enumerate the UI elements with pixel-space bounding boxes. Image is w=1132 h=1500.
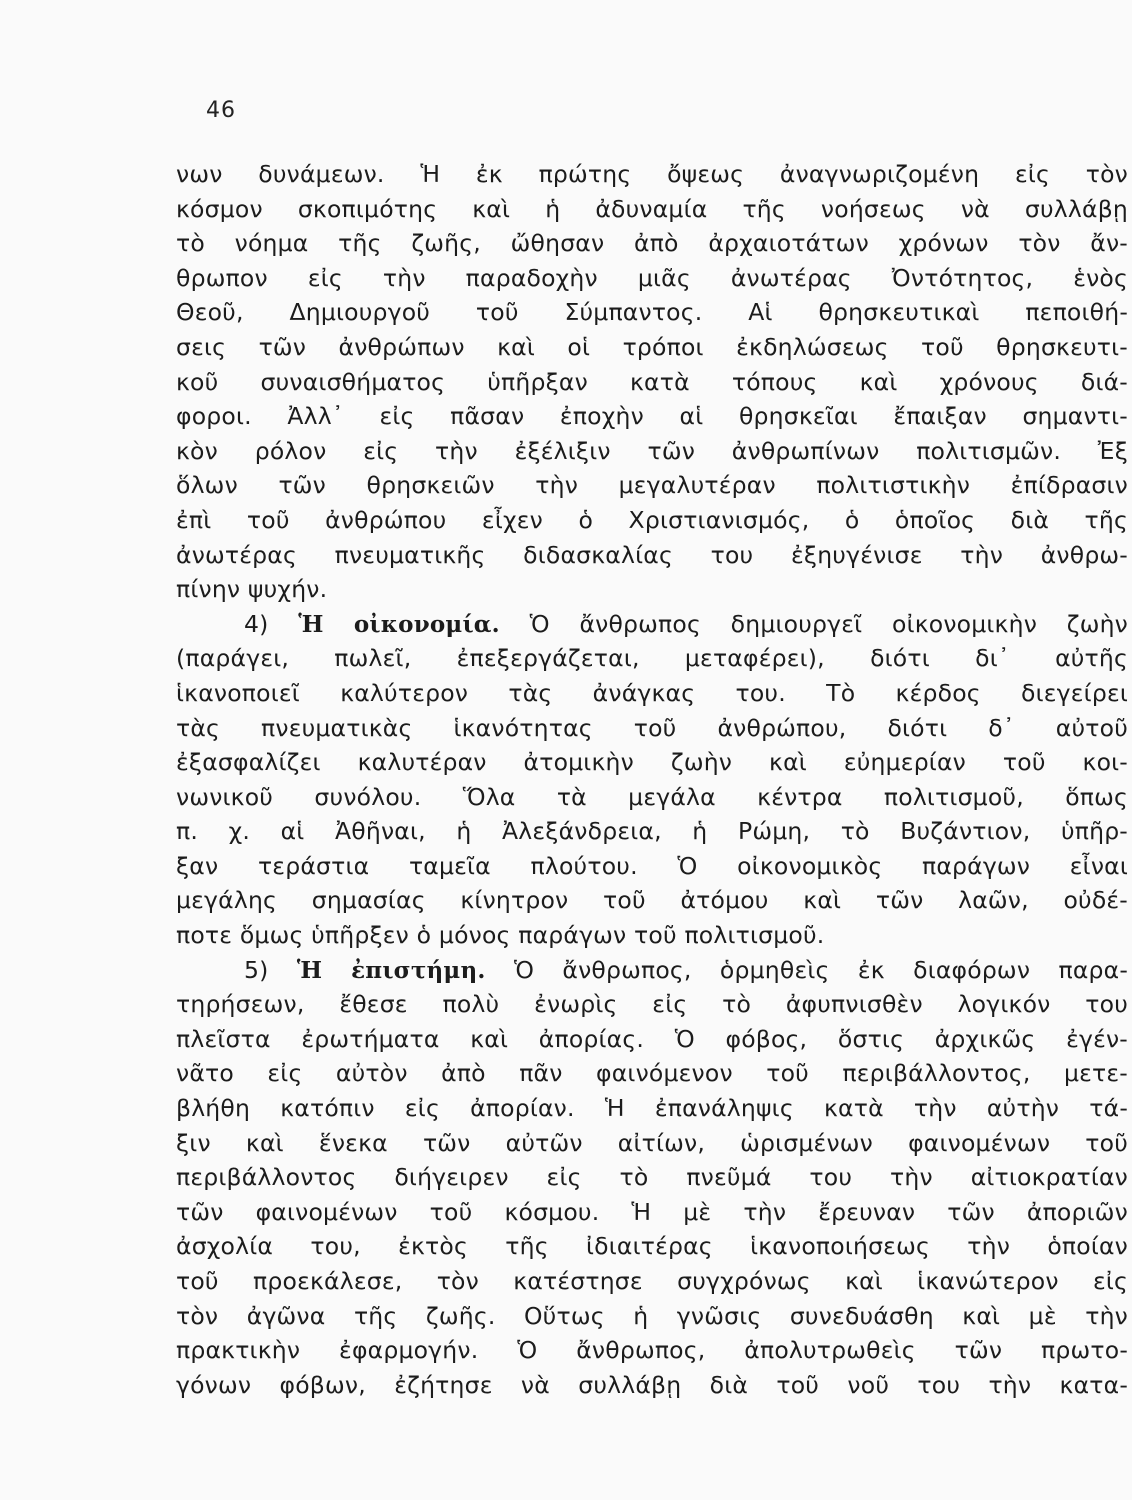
text-line: φοροι. Ἀλλ᾽ εἰς πᾶσαν ἐποχὴν αἱ θρησκεῖαι ἔπαιξαν σημαντι- (176, 402, 1128, 431)
text-line: ἱκανοποιεῖ καλύτερον τὰς ἀνάγκας του. Τὸ κέρδος διεγείρει (176, 678, 1128, 707)
text-line: κοῦ συναισθήματος ὑπῆρξαν κατὰ τόπους καὶ χρόνους διά- (176, 367, 1128, 396)
text-line: Θεοῦ, Δημιουργοῦ τοῦ Σύμπαντος. Αἱ θρησκευτικαὶ πεποιθή- (176, 298, 1128, 327)
paragraph-economy (176, 607, 1128, 953)
text-line: νωνικοῦ συνόλου. Ὅλα τὰ μεγάλα κέντρα πολιτισμοῦ, ὅπως (176, 782, 1128, 811)
text-line: ἐπὶ τοῦ ἀνθρώπου εἶχεν ὁ Χριστιανισμός, ὁ ὁποῖος διὰ τῆς (176, 505, 1128, 534)
text-line: πίνην ψυχήν. (176, 575, 328, 604)
text-line: τὸ νόημα τῆς ζωῆς, ὤθησαν ἀπὸ ἀρχαιοτάτων χρόνων τὸν ἄν- (176, 229, 1128, 258)
text-line: πλεῖστα ἐρωτήματα καὶ ἀπορίας. Ὁ φόβος, ὅστις ἀρχικῶς ἐγέν- (176, 1024, 1128, 1053)
text-line: ξαν τεράστια ταμεῖα πλούτου. Ὁ οἰκονομικὸς παράγων εἶναι (176, 851, 1128, 880)
paragraph-religion (176, 157, 1128, 607)
text-line: π. χ. αἱ Ἀθῆναι, ἡ Ἀλεξάνδρεια, ἡ Ρώμη, τὸ Βυζάντιον, ὑπῆρ- (176, 817, 1128, 846)
paragraph-science (176, 953, 1128, 1403)
text-line: ἐξασφαλίζει καλυτέραν ἀτομικὴν ζωὴν καὶ εὐημερίαν τοῦ κοι- (176, 748, 1128, 777)
text-line: ἀσχολία του, ἐκτὸς τῆς ἰδιαιτέρας ἱκανοποιήσεως τὴν ὁποίαν (176, 1232, 1128, 1261)
text-line: τὰς πνευματικὰς ἱκανότητας τοῦ ἀνθρώπου, διότι δ᾽ αὐτοῦ (176, 713, 1128, 742)
text-line: τηρήσεων, ἔθεσε πολὺ ἐνωρὶς εἰς τὸ ἀφυπνισθὲν λογικόν του (176, 990, 1128, 1019)
text-line: πρακτικὴν ἐφαρμογήν. Ὁ ἄνθρωπος, ἀπολυτρωθεὶς τῶν πρωτο- (176, 1336, 1128, 1365)
text-line: περιβάλλοντος διήγειρεν εἰς τὸ πνεῦμά του τὴν αἰτιοκρατίαν (176, 1163, 1128, 1192)
page-number: 46 (206, 98, 236, 123)
text-line: θρωπον εἰς τὴν παραδοχὴν μιᾶς ἀνωτέρας Ὀντότητος, ἑνὸς (176, 263, 1128, 292)
text-line: νων δυνάμεων. Ἡ ἐκ πρώτης ὄψεως ἀναγνωριζομένη εἰς τὸν (176, 160, 1128, 188)
section-first-text: Ὁ ἄνθρωπος, ὁρμηθεὶς ἐκ διαφόρων παρα- (513, 955, 1129, 984)
section-number: 5) (244, 955, 269, 984)
text-line: σεις τῶν ἀνθρώπων καὶ οἱ τρόποι ἐκδηλώσεως τοῦ θρησκευτι- (176, 332, 1128, 361)
text-line: ξιν καὶ ἕνεκα τῶν αὐτῶν αἰτίων, ὡρισμένων φαινομένων τοῦ (176, 1128, 1128, 1157)
text-line: κόσμον σκοπιμότης καὶ ἡ ἀδυναμία τῆς νοήσεως νὰ συλλάβῃ (176, 194, 1128, 223)
section-heading: Ἡ οἰκονομία. (298, 610, 500, 638)
text-line: νᾶτο εἰς αὐτὸν ἀπὸ πᾶν φαινόμενον τοῦ περιβάλλοντος, μετε- (176, 1059, 1128, 1088)
section-first-line (176, 953, 1128, 988)
body-text (176, 157, 1128, 1402)
text-line: τοῦ προεκάλεσε, τὸν κατέστησε συγχρόνως καὶ ἱκανώτερον εἰς (176, 1267, 1128, 1295)
text-line: (παράγει, πωλεῖ, ἐπεξεργάζεται, μεταφέρει), διότι δι᾽ αὐτῆς (176, 644, 1128, 673)
text-line: βλήθη κατόπιν εἰς ἀπορίαν. Ἡ ἐπανάληψις κατὰ τὴν αὐτὴν τά- (176, 1094, 1128, 1123)
section-first-text: Ὁ ἄνθρωπος δημιουργεῖ οἰκονομικὴν ζωὴν (529, 609, 1129, 638)
text-line: γόνων φόβων, ἐζήτησε νὰ συλλάβῃ διὰ τοῦ νοῦ του τὴν κατα- (176, 1370, 1128, 1399)
section-first-line (176, 607, 1128, 642)
text-line: τῶν φαινομένων τοῦ κόσμου. Ἡ μὲ τὴν ἔρευναν τῶν ἀποριῶν (176, 1197, 1128, 1226)
section-heading: Ἡ ἐπιστήμη. (296, 956, 486, 984)
text-line: ποτε ὅμως ὑπῆρξεν ὁ μόνος παράγων τοῦ πολιτισμοῦ. (176, 921, 825, 950)
text-line: ἀνωτέρας πνευματικῆς διδασκαλίας του ἐξηυγένισε τὴν ἀνθρω- (176, 540, 1128, 569)
text-line: κὸν ρόλον εἰς τὴν ἐξέλιξιν τῶν ἀνθρωπίνων πολιτισμῶν. Ἐξ (176, 436, 1128, 465)
text-line: ὅλων τῶν θρησκειῶν τὴν μεγαλυτέραν πολιτιστικὴν ἐπίδρασιν (176, 471, 1128, 500)
text-line: τὸν ἀγῶνα τῆς ζωῆς. Οὕτως ἡ γνῶσις συνεδυάσθη καὶ μὲ τὴν (176, 1301, 1128, 1330)
text-line: μεγάλης σημασίας κίνητρον τοῦ ἀτόμου καὶ τῶν λαῶν, οὐδέ- (176, 886, 1128, 915)
section-number: 4) (244, 609, 269, 638)
